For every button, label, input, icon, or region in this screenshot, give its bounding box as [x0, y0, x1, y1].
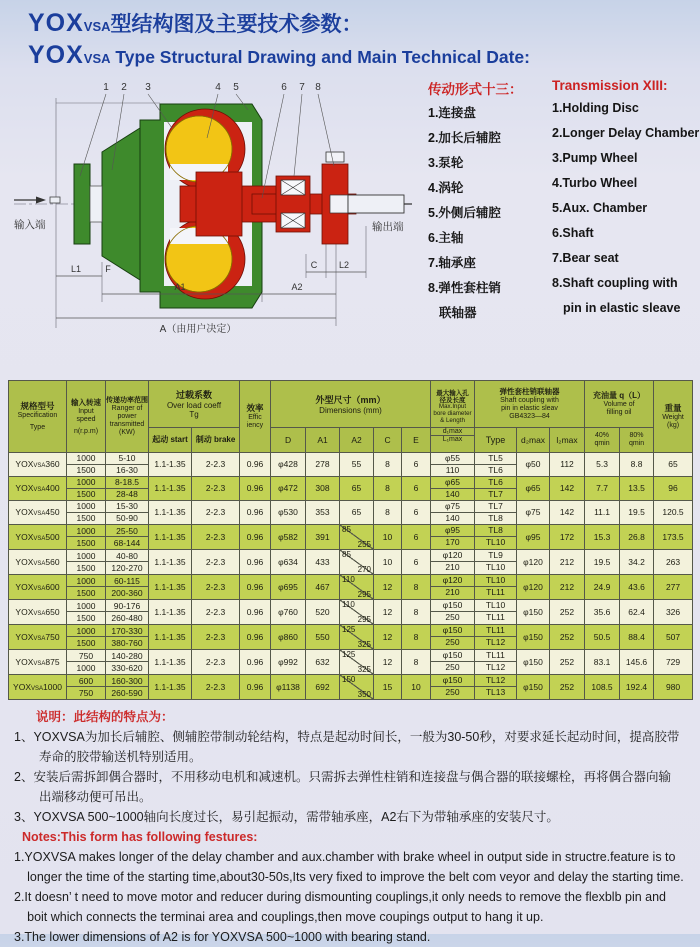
- cell-start: 1.1-1.35: [149, 476, 192, 500]
- cell-a2: 55: [340, 452, 374, 476]
- legend-item: 1.连接盘: [428, 105, 476, 120]
- cell-d1max-l1max: φ55 110: [431, 452, 475, 476]
- cell-efficiency: 0.96: [240, 476, 271, 500]
- cell-c: 12: [374, 624, 402, 649]
- cell-model: YOXVSA1000: [9, 674, 67, 699]
- cell-brake: 2-2.3: [192, 599, 240, 624]
- table-row: [9, 674, 693, 687]
- table-row: [9, 500, 693, 512]
- cell-a2: 110 295: [340, 599, 374, 624]
- cell-c: 8: [374, 500, 402, 524]
- cell-q40: 19.5: [585, 549, 620, 574]
- cell-model: YOXVSA400: [9, 476, 67, 500]
- cell-weight: 326: [654, 599, 693, 624]
- cell-model: YOXVSA360: [9, 452, 67, 476]
- cell-c: 10: [374, 524, 402, 549]
- legend-item: 8.Shaft coupling with: [552, 275, 678, 290]
- cell-speed: 750: [67, 687, 106, 700]
- cell-power: 200-360: [106, 587, 149, 600]
- cell-power: 25-50: [106, 524, 149, 537]
- cell-l2max: 212: [550, 574, 585, 599]
- cell-efficiency: 0.96: [240, 599, 271, 624]
- coupling-cross-section: [0, 76, 422, 364]
- cell-d: φ530: [271, 500, 306, 524]
- cell-e: 8: [402, 649, 431, 674]
- cell-a1: 278: [306, 452, 340, 476]
- col-header-q80: 80% qmin: [620, 427, 654, 452]
- cell-c: 12: [374, 649, 402, 674]
- cell-power: 120-270: [106, 562, 149, 575]
- cell-d1max-l1max: φ150 250: [431, 649, 475, 674]
- title-prefix: YOX: [28, 41, 84, 70]
- legend-item: 4.涡轮: [428, 180, 464, 195]
- table-row: [9, 476, 693, 488]
- cell-d1max-l1max: φ120 210: [431, 549, 475, 574]
- cell-brake: 2-2.3: [192, 649, 240, 674]
- cell-efficiency: 0.96: [240, 574, 271, 599]
- col-header-power: 传递功率范围 Ranger of power transmitted (KW): [106, 380, 149, 452]
- cell-q80: 192.4: [620, 674, 654, 699]
- cell-a1: 550: [306, 624, 340, 649]
- cell-power: 28-48: [106, 488, 149, 500]
- cell-coupling-type: TL8 TL10: [475, 524, 517, 549]
- cell-d1max-l1max: φ75 140: [431, 500, 475, 524]
- cell-d2max: φ120: [517, 549, 550, 574]
- cell-speed: 1500: [67, 637, 106, 650]
- cell-q40: 11.1: [585, 500, 620, 524]
- cell-l2max: 142: [550, 500, 585, 524]
- cell-weight: 65: [654, 452, 693, 476]
- cell-brake: 2-2.3: [192, 674, 240, 699]
- cell-speed: 1000: [67, 599, 106, 612]
- cell-d1max-l1max: φ150 250: [431, 674, 475, 699]
- cell-c: 15: [374, 674, 402, 699]
- cell-power: 40-80: [106, 549, 149, 562]
- cell-d: φ428: [271, 452, 306, 476]
- cell-start: 1.1-1.35: [149, 574, 192, 599]
- cell-q80: 34.2: [620, 549, 654, 574]
- cell-l2max: 112: [550, 452, 585, 476]
- cell-l2max: 172: [550, 524, 585, 549]
- cell-d: φ760: [271, 599, 306, 624]
- cell-speed: 1500: [67, 562, 106, 575]
- col-header-l2max: l₂max: [550, 427, 585, 452]
- output-shaft-part: [348, 195, 404, 213]
- cell-a2: 85 270: [340, 549, 374, 574]
- cell-d: φ582: [271, 524, 306, 549]
- cell-efficiency: 0.96: [240, 674, 271, 699]
- cell-coupling-type: TL11 TL12: [475, 624, 517, 649]
- cell-c: 10: [374, 549, 402, 574]
- cell-speed: 600: [67, 674, 106, 687]
- legend-item: 5.Aux. Chamber: [552, 200, 648, 215]
- col-header-maxinput: 最大输入孔 径及长度 Max.Input bore diameter & Length d₁max L₁max: [431, 380, 475, 452]
- cell-d2max: φ50: [517, 452, 550, 476]
- notes-section: [14, 707, 686, 947]
- legend-en: [552, 76, 700, 372]
- table-row: [9, 624, 693, 637]
- cell-power: 5-10: [106, 452, 149, 464]
- cell-q40: 35.6: [585, 599, 620, 624]
- cell-c: 8: [374, 452, 402, 476]
- cell-a1: 520: [306, 599, 340, 624]
- cell-d: φ992: [271, 649, 306, 674]
- page-title-zh: [28, 8, 700, 39]
- cell-power: 260-590: [106, 687, 149, 700]
- cell-a2: 85 255: [340, 524, 374, 549]
- cell-coupling-type: TL6 TL7: [475, 476, 517, 500]
- legend-item: 3.泵轮: [428, 155, 464, 170]
- cell-e: 6: [402, 452, 431, 476]
- cell-power: 260-480: [106, 612, 149, 625]
- cell-coupling-type: TL11 TL12: [475, 649, 517, 674]
- cell-coupling-type: TL7 TL8: [475, 500, 517, 524]
- cell-e: 6: [402, 524, 431, 549]
- col-header-overload: 过载系数 Over load coeff Tg: [149, 380, 240, 427]
- cell-power: 15-30: [106, 500, 149, 512]
- cell-c: 8: [374, 476, 402, 500]
- title-en-rest: Type Structural Drawing and Main Technical Date:: [110, 47, 530, 68]
- cell-brake: 2-2.3: [192, 574, 240, 599]
- callout-3: 3: [145, 81, 151, 93]
- legend-item: 联轴器: [439, 305, 477, 320]
- cell-a2: 65: [340, 500, 374, 524]
- cell-d: φ634: [271, 549, 306, 574]
- structural-drawing: [0, 76, 422, 372]
- col-header-brake: 制动 brake: [192, 427, 240, 452]
- cell-d2max: φ150: [517, 649, 550, 674]
- cell-d2max: φ95: [517, 524, 550, 549]
- cell-d: φ472: [271, 476, 306, 500]
- cell-model: YOXVSA500: [9, 524, 67, 549]
- cell-l2max: 212: [550, 549, 585, 574]
- cell-brake: 2-2.3: [192, 549, 240, 574]
- note-en-3: 3.The lower dimensions of A2 is for YOXVSA 500~1000 with bearing stand.: [14, 929, 431, 944]
- cell-q80: 19.5: [620, 500, 654, 524]
- cell-q40: 83.1: [585, 649, 620, 674]
- cell-power: 170-330: [106, 624, 149, 637]
- cell-weight: 263: [654, 549, 693, 574]
- col-header-coupling: 弹性套柱销联轴器 Shaft coupling with pin in elastic sleav GB4323—84: [475, 380, 585, 427]
- cell-start: 1.1-1.35: [149, 599, 192, 624]
- legend-item: 4.Turbo Wheel: [552, 175, 638, 190]
- cell-power: 160-300: [106, 674, 149, 687]
- cell-d1max-l1max: φ95 170: [431, 524, 475, 549]
- cell-brake: 2-2.3: [192, 476, 240, 500]
- cell-a2: 125 325: [340, 649, 374, 674]
- cell-speed: 1000: [67, 574, 106, 587]
- cell-l2max: 142: [550, 476, 585, 500]
- cell-weight: 173.5: [654, 524, 693, 549]
- legend-en-title: Transmission XIII:: [552, 77, 668, 93]
- legend-zh-title: 传动形式十三：: [428, 81, 523, 97]
- cell-start: 1.1-1.35: [149, 674, 192, 699]
- spec-table: [8, 380, 693, 700]
- cell-a2: 65: [340, 476, 374, 500]
- legend-item: 8.弹性套柱销: [428, 280, 501, 295]
- callout-6: 6: [281, 81, 287, 93]
- cell-q40: 108.5: [585, 674, 620, 699]
- col-header-a2: A2: [340, 427, 374, 452]
- cell-q80: 145.6: [620, 649, 654, 674]
- cell-weight: 277: [654, 574, 693, 599]
- dim-a2-label: A2: [291, 281, 303, 292]
- title-sub: VSA: [83, 51, 111, 67]
- cell-speed: 1000: [67, 524, 106, 537]
- cell-q40: 7.7: [585, 476, 620, 500]
- cell-q80: 26.8: [620, 524, 654, 549]
- legend-item: 5.外侧后辅腔: [428, 205, 501, 220]
- col-header-start: 起动 start: [149, 427, 192, 452]
- cell-efficiency: 0.96: [240, 524, 271, 549]
- dim-a-label: A（由用户决定）: [159, 323, 237, 335]
- col-header-q40: 40% qmin: [585, 427, 620, 452]
- cell-brake: 2-2.3: [192, 524, 240, 549]
- dim-c-label: C: [310, 259, 318, 270]
- cell-start: 1.1-1.35: [149, 452, 192, 476]
- cell-efficiency: 0.96: [240, 624, 271, 649]
- cell-c: 12: [374, 574, 402, 599]
- note-zh-1: 1、YOXVSA为加长后辅腔、侧辅腔带制动轮结构，特点是起动时间长，一般为30-50秒，对要求延长起动时间，提高胶带寿命的胶带输送机特别适用。: [14, 729, 680, 764]
- cell-power: 16-30: [106, 464, 149, 476]
- page-title-en: [28, 39, 700, 72]
- callout-2: 2: [121, 81, 127, 93]
- legend-zh: [428, 76, 546, 372]
- cell-speed: 1500: [67, 587, 106, 600]
- title-prefix: YOX: [28, 9, 84, 37]
- table-row: [9, 599, 693, 612]
- cell-start: 1.1-1.35: [149, 524, 192, 549]
- cell-a1: 632: [306, 649, 340, 674]
- legend-item: 7.轴承座: [428, 255, 476, 270]
- cell-model: YOXVSA650: [9, 599, 67, 624]
- cell-speed: 1500: [67, 612, 106, 625]
- cell-speed: 1500: [67, 488, 106, 500]
- cell-a1: 353: [306, 500, 340, 524]
- notes-en-title: Notes:This form has following festures:: [22, 829, 258, 844]
- cell-d: φ860: [271, 624, 306, 649]
- cell-coupling-type: TL10 TL11: [475, 574, 517, 599]
- cell-weight: 96: [654, 476, 693, 500]
- legend-zh-list: [428, 101, 546, 326]
- cell-power: 8-18.5: [106, 476, 149, 488]
- cell-d2max: φ150: [517, 624, 550, 649]
- callout-5: 5: [233, 81, 239, 93]
- cell-e: 10: [402, 674, 431, 699]
- cell-q80: 13.5: [620, 476, 654, 500]
- cell-d2max: φ150: [517, 599, 550, 624]
- title-zh-rest: 型结构图及主要技术参数：: [110, 13, 363, 36]
- dim-l1-label: L1: [70, 263, 82, 274]
- cell-q80: 8.8: [620, 452, 654, 476]
- cell-e: 8: [402, 599, 431, 624]
- cell-power: 90-176: [106, 599, 149, 612]
- cell-speed: 1000: [67, 500, 106, 512]
- cell-speed: 1500: [67, 537, 106, 550]
- cell-d: φ695: [271, 574, 306, 599]
- cell-model: YOXVSA450: [9, 500, 67, 524]
- cell-power: 140-280: [106, 649, 149, 662]
- cell-a2: 150 350: [340, 674, 374, 699]
- delay-chamber-cone-part: [102, 128, 140, 280]
- title-sub: VSA: [83, 19, 111, 34]
- cell-l2max: 252: [550, 649, 585, 674]
- cell-efficiency: 0.96: [240, 452, 271, 476]
- cell-d2max: φ65: [517, 476, 550, 500]
- cell-d2max: φ120: [517, 574, 550, 599]
- col-header-weight: 重量 Weight (kg): [654, 380, 693, 452]
- legend-item: 2.Longer Delay Chamber: [552, 125, 700, 140]
- cell-a2: 110 295: [340, 574, 374, 599]
- cell-d: φ1138: [271, 674, 306, 699]
- cell-power: 50-90: [106, 512, 149, 524]
- table-row: [9, 574, 693, 587]
- cell-q80: 62.4: [620, 599, 654, 624]
- col-header-d2max: d₂max: [517, 427, 550, 452]
- cell-efficiency: 0.96: [240, 549, 271, 574]
- cell-efficiency: 0.96: [240, 649, 271, 674]
- col-header-a1: A1: [306, 427, 340, 452]
- cell-model: YOXVSA560: [9, 549, 67, 574]
- cell-l2max: 252: [550, 599, 585, 624]
- cell-speed: 1000: [67, 662, 106, 675]
- legend-item: 7.Bear seat: [552, 250, 619, 265]
- table-row: [9, 649, 693, 662]
- cell-d1max-l1max: φ120 210: [431, 574, 475, 599]
- legend-item: 6.主轴: [428, 230, 464, 245]
- note-en-2: 2.It doesn’ t need to move motor and reducer during dismounting couplings,it only needs to remove the flexblb pin and boit which connects the terminai area and couplings,then move coupings output to hang it up.: [14, 889, 667, 924]
- input-end-label: 输入端: [14, 218, 46, 231]
- cell-l2max: 252: [550, 674, 585, 699]
- cell-speed: 1500: [67, 512, 106, 524]
- cell-power: 330-620: [106, 662, 149, 675]
- cell-q40: 5.3: [585, 452, 620, 476]
- cell-weight: 980: [654, 674, 693, 699]
- cell-speed: 1500: [67, 464, 106, 476]
- cell-a2: 125 325: [340, 624, 374, 649]
- cell-weight: 729: [654, 649, 693, 674]
- col-header-c: C: [374, 427, 402, 452]
- col-header-speed: 输入转速 Input speed n(r.p.m): [67, 380, 106, 452]
- note-zh-2: 2、安装后需拆卸偶合器时，不用移动电机和减速机。只需拆去弹性柱销和连接盘与偶合器的联接螺栓，再将偶合器向输 出端移动便可吊出。: [14, 769, 671, 804]
- notes-zh-title: 说明：此结构的特点为：: [36, 709, 174, 724]
- cell-brake: 2-2.3: [192, 624, 240, 649]
- legend-item: pin in elastic sleave: [563, 300, 681, 315]
- cell-weight: 507: [654, 624, 693, 649]
- dim-f-label: F: [105, 263, 111, 274]
- note-en-1: 1.YOXVSA makes longer of the delay chamber and aux.chamber with brake wheel in output side in structre.feature is to longer the time of the starting time,about30-50s,Its very fixed to improve the belt com veyor and delay the starting time.: [14, 849, 684, 884]
- cell-model: YOXVSA750: [9, 624, 67, 649]
- cell-start: 1.1-1.35: [149, 549, 192, 574]
- cell-coupling-type: TL12 TL13: [475, 674, 517, 699]
- cell-q80: 43.6: [620, 574, 654, 599]
- cell-e: 6: [402, 500, 431, 524]
- col-header-spec: 规格型号 Specification Type: [9, 380, 67, 452]
- cell-q40: 15.3: [585, 524, 620, 549]
- cell-coupling-type: TL5 TL6: [475, 452, 517, 476]
- cell-power: 68-144: [106, 537, 149, 550]
- cell-q40: 50.5: [585, 624, 620, 649]
- cell-q40: 24.9: [585, 574, 620, 599]
- callout-8: 8: [315, 81, 321, 93]
- cell-d2max: φ75: [517, 500, 550, 524]
- spec-table-body: [9, 452, 693, 699]
- table-row: [9, 549, 693, 562]
- dim-l2-label: L2: [338, 259, 350, 270]
- col-header-dimensions: 外型尺寸（mm） Dimensions (mm): [271, 380, 431, 427]
- cell-d2max: φ150: [517, 674, 550, 699]
- cell-model: YOXVSA875: [9, 649, 67, 674]
- col-header-d: D: [271, 427, 306, 452]
- cell-brake: 2-2.3: [192, 500, 240, 524]
- cell-l2max: 252: [550, 624, 585, 649]
- cell-d1max-l1max: φ150 250: [431, 599, 475, 624]
- cell-q80: 88.4: [620, 624, 654, 649]
- col-header-oil: 充油量 q（L） Volume of filling oil: [585, 380, 654, 427]
- cell-speed: 1000: [67, 549, 106, 562]
- cell-brake: 2-2.3: [192, 452, 240, 476]
- cell-speed: 1000: [67, 624, 106, 637]
- output-end-label: 输出端: [372, 220, 404, 233]
- cell-c: 12: [374, 599, 402, 624]
- cell-a1: 308: [306, 476, 340, 500]
- table-row: [9, 524, 693, 537]
- legend-item: 3.Pump Wheel: [552, 150, 638, 165]
- cell-speed: 750: [67, 649, 106, 662]
- table-row: [9, 452, 693, 464]
- cell-start: 1.1-1.35: [149, 500, 192, 524]
- cell-d1max-l1max: φ65 140: [431, 476, 475, 500]
- cell-coupling-type: TL10 TL11: [475, 599, 517, 624]
- callout-7: 7: [299, 81, 305, 93]
- cell-a1: 467: [306, 574, 340, 599]
- cell-power: 60-115: [106, 574, 149, 587]
- cell-model: YOXVSA600: [9, 574, 67, 599]
- cell-e: 6: [402, 549, 431, 574]
- cell-speed: 1000: [67, 476, 106, 488]
- cell-weight: 120.5: [654, 500, 693, 524]
- legend-en-list: [552, 96, 700, 321]
- cell-start: 1.1-1.35: [149, 649, 192, 674]
- legend-item: 1.Holding Disc: [552, 100, 639, 115]
- callout-4: 4: [215, 81, 221, 93]
- cell-coupling-type: TL9 TL10: [475, 549, 517, 574]
- legend-item: 6.Shaft: [552, 225, 594, 240]
- col-header-e: E: [402, 427, 431, 452]
- cell-e: 8: [402, 624, 431, 649]
- legend-item: 2.加长后辅腔: [428, 130, 501, 145]
- cell-speed: 1000: [67, 452, 106, 464]
- cell-a1: 391: [306, 524, 340, 549]
- cell-e: 8: [402, 574, 431, 599]
- cell-d1max-l1max: φ150 250: [431, 624, 475, 649]
- cell-a1: 692: [306, 674, 340, 699]
- col-header-efficiency: 效率 Effic iency: [240, 380, 271, 452]
- cell-start: 1.1-1.35: [149, 624, 192, 649]
- cell-a1: 433: [306, 549, 340, 574]
- dim-a1-label: A1: [174, 281, 186, 292]
- cell-efficiency: 0.96: [240, 500, 271, 524]
- callout-1: 1: [103, 81, 109, 93]
- holding-disc-part: [74, 164, 90, 244]
- cell-power: 380-760: [106, 637, 149, 650]
- col-header-type: Type: [475, 427, 517, 452]
- note-zh-3: 3、YOXVSA 500~1000轴向长度过长，易引起振动，需带轴承座，A2右下为带轴承座的安装尺寸。: [14, 809, 559, 824]
- top-section: [0, 76, 700, 372]
- cell-e: 6: [402, 476, 431, 500]
- page-header: [0, 0, 700, 72]
